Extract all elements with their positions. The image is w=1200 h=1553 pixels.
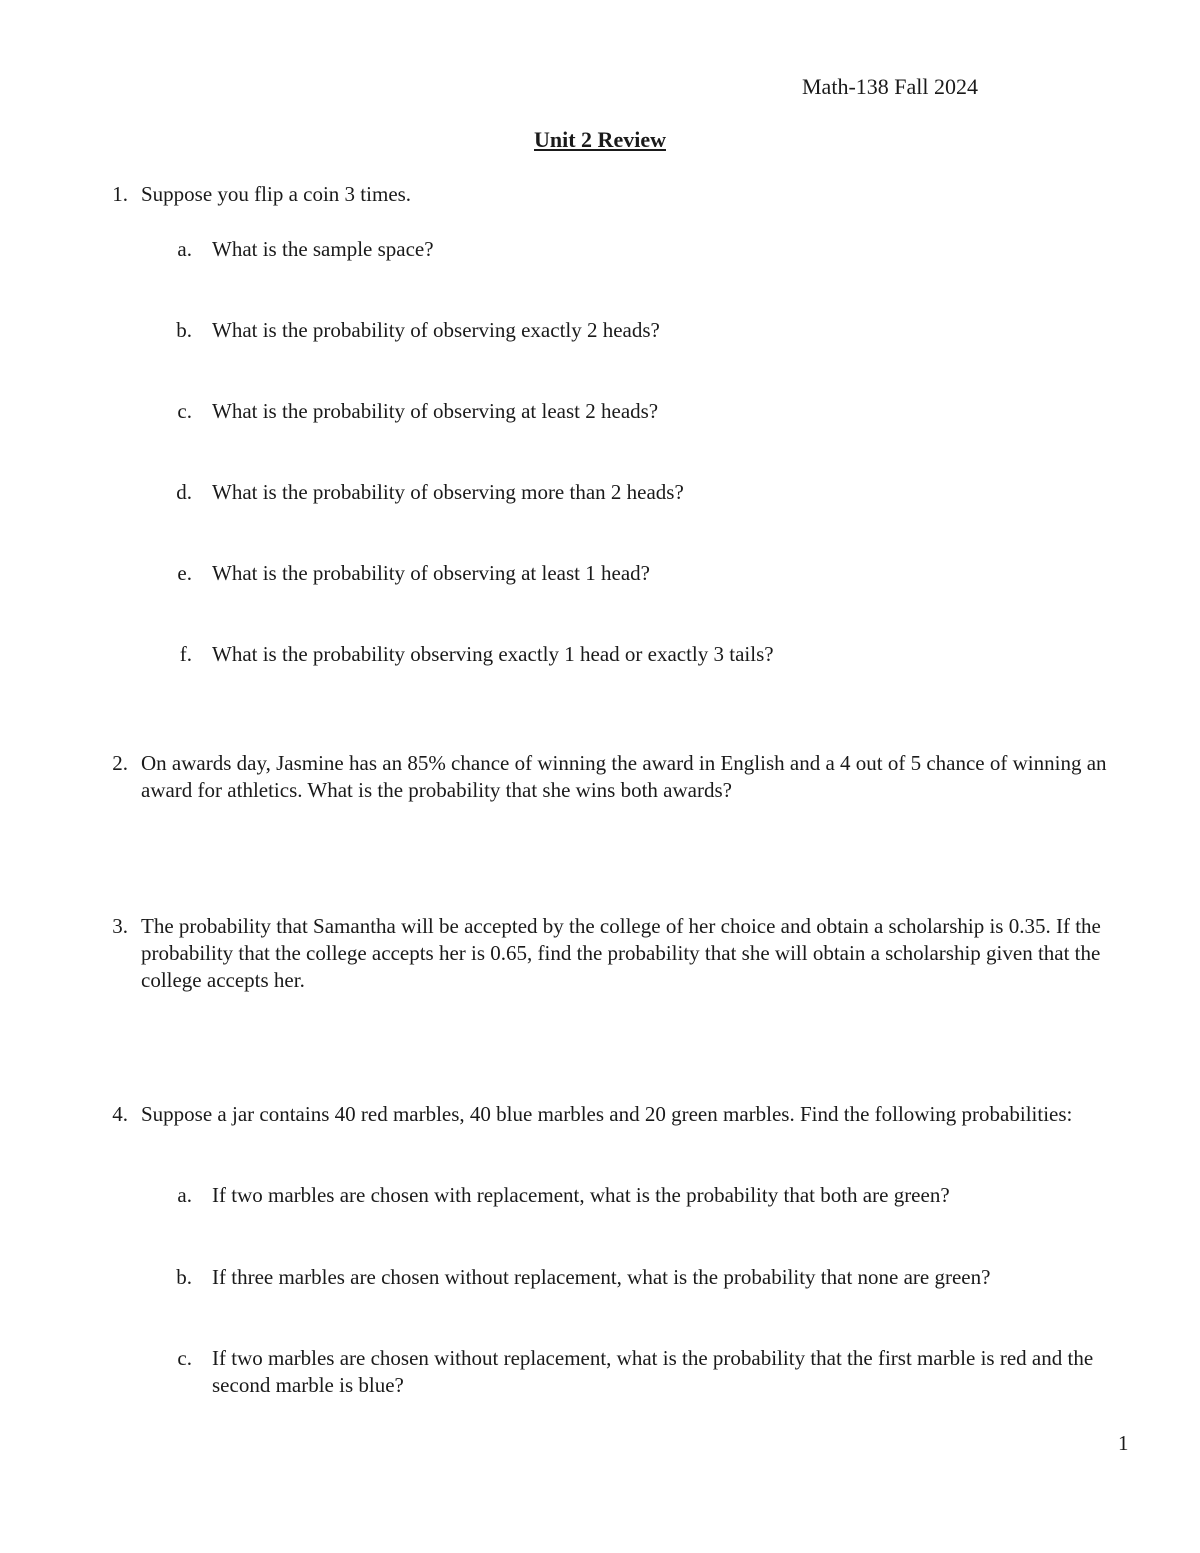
question-1a-letter: a. [177, 237, 192, 261]
page-title-text: Unit 2 Review [534, 127, 666, 152]
question-4c-text: If two marbles are chosen without replacement, what is the probability that the first marble is red and the second marble is blue? [212, 1346, 1094, 1397]
question-1-number: 1. [112, 182, 128, 206]
question-4-number: 4. [112, 1102, 128, 1126]
question-4c-letter: c. [177, 1346, 192, 1370]
question-1f-letter: f. [179, 642, 192, 666]
question-4b-text: If three marbles are chosen without replacement, what is the probability that none are green? [212, 1265, 991, 1289]
question-4a-letter: a. [177, 1183, 192, 1207]
question-2-text: On awards day, Jasmine has an 85% chance of winning the award in English and a 4 out of 5 chance of winning an award for athletics. What is the probability that she wins both awards? [141, 751, 1107, 802]
question-1e-letter: e. [177, 561, 192, 585]
question-1c-text: What is the probability of observing at least 2 heads? [212, 399, 659, 423]
question-3-number: 3. [112, 914, 128, 938]
question-1b-text: What is the probability of observing exactly 2 heads? [212, 318, 660, 342]
question-1b-letter: b. [176, 318, 192, 342]
question-1c-letter: c. [177, 399, 192, 423]
question-4a-text: If two marbles are chosen with replacement, what is the probability that both are green? [212, 1183, 950, 1207]
question-1f-text: What is the probability observing exactly 1 head or exactly 3 tails? [212, 642, 774, 666]
question-1d-text: What is the probability of observing more than 2 heads? [212, 480, 684, 504]
page-title [0, 127, 1200, 153]
question-2-number: 2. [112, 751, 128, 775]
question-1-text: Suppose you flip a coin 3 times. [141, 182, 412, 206]
page-number: 1 [1118, 1431, 1129, 1455]
question-4b-letter: b. [176, 1265, 192, 1289]
question-4-text: Suppose a jar contains 40 red marbles, 40 blue marbles and 20 green marbles. Find the following probabilities: [141, 1102, 1073, 1126]
question-1e-text: What is the probability of observing at least 1 head? [212, 561, 650, 585]
course-header: Math-138 Fall 2024 [802, 74, 978, 99]
question-3-text: The probability that Samantha will be accepted by the college of her choice and obtain a scholarship is 0.35. If the probability that the college accepts her is 0.65, find the probability that she will obtain a scholarship given that the college accepts her. [141, 914, 1101, 992]
question-1d-letter: d. [176, 480, 192, 504]
question-1a-text: What is the sample space? [212, 237, 434, 261]
